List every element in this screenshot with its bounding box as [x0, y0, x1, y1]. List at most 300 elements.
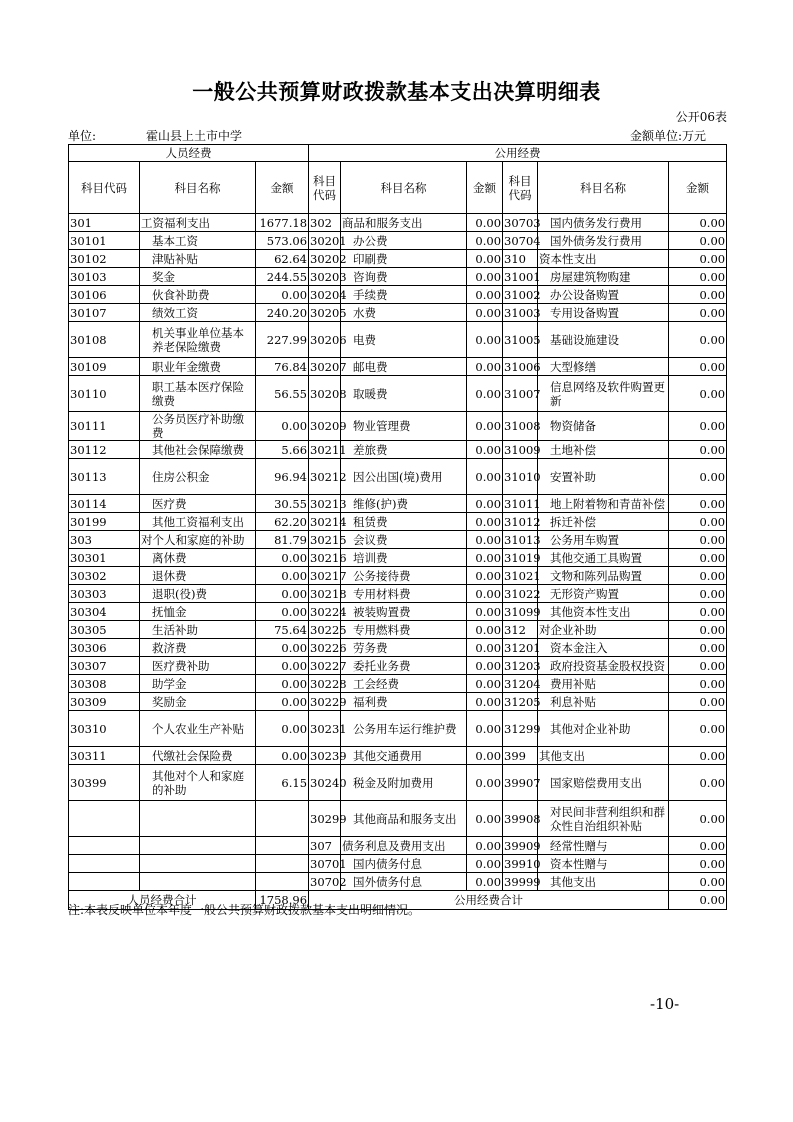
table-row — [69, 765, 727, 801]
code-cell: 31006 — [504, 359, 541, 374]
amount-cell: 62.20 — [256, 513, 309, 531]
code-cell: 30211 — [310, 442, 347, 457]
amount-cell: 0.00 — [467, 412, 503, 441]
table-row — [69, 322, 727, 358]
amount-cell: 0.00 — [669, 693, 727, 711]
amount-cell: 0.00 — [467, 711, 503, 747]
code-cell — [69, 873, 140, 891]
amount-cell — [256, 837, 309, 855]
name-cell: 大型修缮 — [538, 358, 669, 376]
name-cell: 办公费 — [341, 232, 467, 250]
amount-cell: 0.00 — [669, 232, 727, 250]
name-cell: 公务用车运行维护费 — [341, 711, 467, 747]
code-cell: 30108 — [69, 322, 140, 358]
amount-cell — [256, 801, 309, 837]
code-cell — [69, 855, 140, 873]
amount-cell: 0.00 — [467, 268, 503, 286]
code-cell: 39908 — [503, 801, 538, 837]
name-cell — [140, 873, 256, 891]
code-cell: 307 — [309, 837, 341, 855]
table-row — [69, 567, 727, 585]
code-cell: 30213 — [310, 496, 347, 511]
name-cell: 政府投资基金股权投资 — [538, 657, 669, 675]
code-cell: 30209 — [309, 412, 341, 441]
name-cell: 抚恤金 — [140, 603, 256, 621]
amount-cell: 76.84 — [256, 358, 309, 376]
name-cell: 其他工资福利支出 — [140, 513, 256, 531]
amount-cell: 0.00 — [467, 855, 503, 873]
amount-cell — [256, 855, 309, 873]
amount-cell: 0.00 — [467, 639, 503, 657]
amount-cell: 0.00 — [669, 322, 727, 358]
code-cell: 30208 — [309, 376, 341, 412]
table-row — [69, 621, 727, 639]
name-cell: 国家赔偿费用支出 — [538, 765, 669, 801]
personnel-header: 人员经费 — [69, 145, 309, 162]
amount-unit: 金额单位:万元 — [629, 129, 706, 143]
amount-cell: 0.00 — [256, 286, 309, 304]
code-cell: 31011 — [504, 496, 541, 511]
amount-cell: 0.00 — [669, 837, 727, 855]
table-row — [69, 495, 727, 513]
unit-label: 单位: — [68, 129, 97, 143]
code-cell: 30112 — [69, 441, 140, 459]
code-cell: 30224 — [310, 604, 347, 619]
table-row — [69, 585, 727, 603]
code-cell: 30206 — [309, 322, 341, 358]
table-row — [69, 250, 727, 268]
amount-cell: 0.00 — [669, 711, 727, 747]
name-cell: 国内债务发行费用 — [538, 214, 669, 232]
name-cell: 商品和服务支出 — [341, 214, 467, 232]
code-cell: 30110 — [69, 376, 140, 412]
name-cell: 住房公积金 — [140, 459, 256, 495]
name-cell: 对民间非营利组织和群众性自治组织补贴 — [538, 801, 669, 837]
amount-cell: 0.00 — [256, 585, 309, 603]
code-cell: 31203 — [504, 658, 541, 673]
code-cell: 303 — [69, 531, 140, 549]
amount-cell: 0.00 — [669, 250, 727, 268]
name-cell: 资本金注入 — [538, 639, 669, 657]
name-cell: 职工基本医疗保险缴费 — [140, 376, 256, 412]
col-code-header: 科目代码 — [503, 162, 538, 214]
name-cell: 房屋建筑物购建 — [538, 268, 669, 286]
name-cell: 物资储备 — [538, 412, 669, 441]
name-cell — [140, 855, 256, 873]
name-cell: 地上附着物和青苗补偿 — [538, 495, 669, 513]
name-cell: 安置补助 — [538, 459, 669, 495]
name-cell: 其他对个人和家庭的补助 — [140, 765, 256, 801]
name-cell: 债务利息及费用支出 — [341, 837, 467, 855]
unit-row — [68, 127, 726, 143]
name-cell: 救济费 — [140, 639, 256, 657]
amount-cell: 0.00 — [467, 765, 503, 801]
amount-cell: 0.00 — [669, 657, 727, 675]
personnel-total-label: 人员经费合计 — [69, 891, 256, 910]
public-total-label: 公用经费合计 — [309, 891, 669, 910]
table-row — [69, 513, 727, 531]
amount-cell: 0.00 — [669, 513, 727, 531]
code-cell: 31001 — [504, 269, 541, 284]
col-name-header: 科目名称 — [140, 162, 256, 214]
page-number: -10- — [650, 995, 680, 1013]
amount-cell: 0.00 — [467, 304, 503, 322]
amount-cell: 0.00 — [467, 747, 503, 765]
code-cell: 30704 — [504, 233, 541, 248]
name-cell: 会议费 — [341, 531, 467, 549]
name-cell: 其他支出 — [538, 873, 669, 891]
table-row — [69, 358, 727, 376]
code-cell: 31022 — [504, 586, 541, 601]
name-cell: 对个人和家庭的补助 — [140, 531, 256, 549]
amount-cell: 0.00 — [467, 801, 503, 837]
code-cell: 30101 — [69, 232, 140, 250]
amount-cell: 0.00 — [467, 441, 503, 459]
code-cell: 30111 — [69, 412, 140, 441]
name-cell: 其他交通工具购置 — [538, 549, 669, 567]
code-cell: 31008 — [503, 412, 538, 441]
code-cell: 30212 — [309, 459, 341, 495]
code-cell: 30205 — [310, 305, 347, 320]
amount-cell: 0.00 — [669, 304, 727, 322]
name-cell: 代缴社会保险费 — [140, 747, 256, 765]
name-cell: 手续费 — [341, 286, 467, 304]
code-cell: 30202 — [310, 251, 347, 266]
amount-cell: 0.00 — [256, 693, 309, 711]
code-cell: 31205 — [504, 694, 541, 709]
code-cell: 31010 — [503, 459, 538, 495]
amount-cell: 0.00 — [256, 412, 309, 441]
name-cell: 专用设备购置 — [538, 304, 669, 322]
name-cell: 差旅费 — [341, 441, 467, 459]
table-row — [69, 801, 727, 837]
code-cell: 312 — [503, 621, 538, 639]
amount-cell: 0.00 — [669, 765, 727, 801]
name-cell: 维修(护)费 — [341, 495, 467, 513]
amount-cell: 0.00 — [256, 747, 309, 765]
amount-cell: 0.00 — [669, 441, 727, 459]
name-cell: 奖金 — [140, 268, 256, 286]
name-cell: 取暖费 — [341, 376, 467, 412]
code-cell: 30113 — [69, 459, 140, 495]
table-row — [69, 675, 727, 693]
amount-cell: 573.06 — [256, 232, 309, 250]
amount-cell: 62.64 — [256, 250, 309, 268]
amount-cell: 0.00 — [669, 286, 727, 304]
col-amount-header: 金额 — [467, 162, 503, 214]
name-cell: 文物和陈列品购置 — [538, 567, 669, 585]
code-cell: 39907 — [503, 765, 538, 801]
name-cell: 其他支出 — [538, 747, 669, 765]
code-cell: 30302 — [69, 567, 140, 585]
amount-cell: 0.00 — [669, 603, 727, 621]
amount-cell: 0.00 — [669, 376, 727, 412]
code-cell: 39910 — [504, 856, 541, 871]
code-cell: 310 — [503, 250, 538, 268]
name-cell: 培训费 — [341, 549, 467, 567]
code-cell: 31007 — [503, 376, 538, 412]
amount-cell: 0.00 — [467, 549, 503, 567]
amount-cell: 0.00 — [467, 358, 503, 376]
amount-cell: 5.66 — [256, 441, 309, 459]
amount-cell: 0.00 — [669, 412, 727, 441]
amount-cell: 0.00 — [467, 232, 503, 250]
name-cell: 拆迁补偿 — [538, 513, 669, 531]
code-cell: 30215 — [310, 532, 347, 547]
code-cell: 30204 — [310, 287, 347, 302]
code-cell: 30299 — [309, 801, 341, 837]
table-row — [69, 441, 727, 459]
amount-cell: 75.64 — [256, 621, 309, 639]
amount-cell: 0.00 — [256, 711, 309, 747]
code-cell: 30226 — [310, 640, 347, 655]
name-cell: 专用燃料费 — [341, 621, 467, 639]
footnote: 注:本表反映单位本年度一般公共预算财政拨款基本支出明细情况。 — [68, 903, 421, 917]
amount-cell: 0.00 — [467, 286, 503, 304]
code-cell: 39909 — [504, 838, 541, 853]
code-cell: 30240 — [309, 765, 341, 801]
amount-cell — [256, 873, 309, 891]
name-cell: 国外债务发行费用 — [538, 232, 669, 250]
code-cell: 30239 — [310, 748, 347, 763]
amount-cell: 0.00 — [256, 549, 309, 567]
table-row — [69, 214, 727, 232]
name-cell: 其他社会保障缴费 — [140, 441, 256, 459]
table-row — [69, 232, 727, 250]
amount-cell: 56.55 — [256, 376, 309, 412]
name-cell: 津贴补贴 — [140, 250, 256, 268]
code-cell: 30303 — [69, 585, 140, 603]
name-cell: 劳务费 — [341, 639, 467, 657]
col-name-header: 科目名称 — [341, 162, 467, 214]
code-cell: 31021 — [504, 568, 541, 583]
code-cell: 31003 — [504, 305, 541, 320]
name-cell: 印刷费 — [341, 250, 467, 268]
table-row — [69, 747, 727, 765]
amount-cell: 0.00 — [467, 250, 503, 268]
code-cell — [69, 801, 140, 837]
personnel-total-value: 1758.96 — [256, 891, 309, 910]
amount-cell: 0.00 — [467, 567, 503, 585]
code-cell: 30231 — [309, 711, 341, 747]
code-cell: 30107 — [69, 304, 140, 322]
code-cell: 30229 — [310, 694, 347, 709]
amount-cell: 0.00 — [669, 567, 727, 585]
code-cell: 30310 — [69, 711, 140, 747]
form-number: 公开06表 — [675, 110, 727, 124]
name-cell: 公务接待费 — [341, 567, 467, 585]
amount-cell: 0.00 — [669, 495, 727, 513]
code-cell: 31204 — [504, 676, 541, 691]
code-cell: 30102 — [69, 250, 140, 268]
name-cell: 绩效工资 — [140, 304, 256, 322]
amount-cell: 0.00 — [467, 495, 503, 513]
code-cell: 30703 — [504, 215, 541, 230]
name-cell: 基本工资 — [140, 232, 256, 250]
code-cell: 30203 — [310, 269, 347, 284]
table-row — [69, 549, 727, 567]
name-cell: 对企业补助 — [538, 621, 669, 639]
name-cell: 医疗费 — [140, 495, 256, 513]
code-cell: 30301 — [69, 549, 140, 567]
code-cell: 301 — [69, 214, 140, 232]
name-cell: 工会经费 — [341, 675, 467, 693]
code-cell: 30114 — [69, 495, 140, 513]
col-name-header: 科目名称 — [538, 162, 669, 214]
code-cell: 31012 — [504, 514, 541, 529]
amount-cell: 0.00 — [467, 459, 503, 495]
name-cell: 其他交通费用 — [341, 747, 467, 765]
amount-cell: 0.00 — [669, 531, 727, 549]
name-cell: 离休费 — [140, 549, 256, 567]
amount-cell: 0.00 — [669, 801, 727, 837]
amount-cell: 81.79 — [256, 531, 309, 549]
code-cell: 30218 — [310, 586, 347, 601]
amount-cell: 0.00 — [669, 621, 727, 639]
amount-cell: 0.00 — [467, 837, 503, 855]
name-cell: 生活补助 — [140, 621, 256, 639]
amount-cell: 0.00 — [669, 358, 727, 376]
name-cell — [140, 801, 256, 837]
public-header: 公用经费 — [309, 145, 727, 162]
name-cell: 福利费 — [341, 693, 467, 711]
table-row — [69, 304, 727, 322]
col-amount-header: 金额 — [256, 162, 309, 214]
code-cell: 31299 — [503, 711, 538, 747]
amount-cell: 96.94 — [256, 459, 309, 495]
column-header-row — [69, 162, 727, 214]
expenditure-table — [68, 144, 727, 910]
name-cell: 职业年金缴费 — [140, 358, 256, 376]
name-cell: 租赁费 — [341, 513, 467, 531]
amount-cell: 0.00 — [669, 675, 727, 693]
name-cell: 国外债务付息 — [341, 873, 467, 891]
code-cell: 30308 — [69, 675, 140, 693]
name-cell: 工资福利支出 — [140, 214, 256, 232]
name-cell: 公务员医疗补助缴费 — [140, 412, 256, 441]
code-cell: 30311 — [69, 747, 140, 765]
name-cell: 委托业务费 — [341, 657, 467, 675]
name-cell: 其他资本性支出 — [538, 603, 669, 621]
name-cell: 公务用车购置 — [538, 531, 669, 549]
amount-cell: 244.55 — [256, 268, 309, 286]
code-cell: 31099 — [504, 604, 541, 619]
table-row — [69, 603, 727, 621]
amount-cell: 227.99 — [256, 322, 309, 358]
amount-cell: 0.00 — [467, 585, 503, 603]
amount-cell: 0.00 — [467, 513, 503, 531]
page-title: 一般公共预算财政拨款基本支出决算明细表 — [192, 80, 601, 104]
code-cell: 31019 — [504, 550, 541, 565]
table-row — [69, 711, 727, 747]
code-cell: 31005 — [503, 322, 538, 358]
table-row — [69, 657, 727, 675]
amount-cell: 0.00 — [467, 376, 503, 412]
name-cell: 因公出国(境)费用 — [341, 459, 467, 495]
amount-cell: 0.00 — [467, 873, 503, 891]
table-row — [69, 459, 727, 495]
table-row — [69, 693, 727, 711]
code-cell: 39999 — [504, 874, 541, 889]
code-cell: 30306 — [69, 639, 140, 657]
code-cell: 302 — [309, 214, 341, 232]
table-row — [69, 412, 727, 441]
code-cell: 30216 — [310, 550, 347, 565]
name-cell: 伙食补助费 — [140, 286, 256, 304]
code-cell — [69, 837, 140, 855]
name-cell — [140, 837, 256, 855]
code-cell: 30305 — [69, 621, 140, 639]
amount-cell: 0.00 — [467, 621, 503, 639]
amount-cell: 0.00 — [669, 459, 727, 495]
table-row — [69, 639, 727, 657]
col-code-header: 科目代码 — [69, 162, 140, 214]
code-cell: 30109 — [69, 358, 140, 376]
amount-cell: 0.00 — [669, 549, 727, 567]
unit-name: 霍山县上土市中学 — [146, 129, 243, 143]
name-cell: 经常性赠与 — [538, 837, 669, 855]
name-cell: 资本性支出 — [538, 250, 669, 268]
table-row — [69, 531, 727, 549]
amount-cell: 0.00 — [256, 639, 309, 657]
amount-cell: 0.00 — [467, 675, 503, 693]
amount-cell: 0.00 — [669, 855, 727, 873]
code-cell: 31201 — [504, 640, 541, 655]
col-code-header: 科目代码 — [309, 162, 341, 214]
name-cell: 其他对企业补助 — [538, 711, 669, 747]
amount-cell: 240.20 — [256, 304, 309, 322]
code-cell: 30225 — [310, 622, 347, 637]
amount-cell: 0.00 — [669, 214, 727, 232]
amount-cell: 0.00 — [669, 585, 727, 603]
col-amount-header: 金额 — [669, 162, 727, 214]
name-cell: 其他商品和服务支出 — [341, 801, 467, 837]
amount-cell: 6.15 — [256, 765, 309, 801]
code-cell: 30217 — [310, 568, 347, 583]
code-cell: 30399 — [69, 765, 140, 801]
name-cell: 基础设施建设 — [538, 322, 669, 358]
name-cell: 个人农业生产补贴 — [140, 711, 256, 747]
code-cell: 30304 — [69, 603, 140, 621]
table-row — [69, 837, 727, 855]
amount-cell: 0.00 — [467, 322, 503, 358]
name-cell: 水费 — [341, 304, 467, 322]
name-cell: 退职(役)费 — [140, 585, 256, 603]
name-cell: 邮电费 — [341, 358, 467, 376]
code-cell: 30201 — [310, 233, 347, 248]
amount-cell: 0.00 — [256, 603, 309, 621]
code-cell: 30199 — [69, 513, 140, 531]
code-cell: 30701 — [310, 856, 347, 871]
amount-cell: 0.00 — [467, 657, 503, 675]
name-cell: 费用补贴 — [538, 675, 669, 693]
amount-cell: 0.00 — [467, 603, 503, 621]
name-cell: 奖励金 — [140, 693, 256, 711]
amount-cell: 0.00 — [467, 693, 503, 711]
name-cell: 专用材料费 — [341, 585, 467, 603]
name-cell: 信息网络及软件购置更新 — [538, 376, 669, 412]
table-row — [69, 286, 727, 304]
amount-cell: 0.00 — [467, 531, 503, 549]
code-cell: 30214 — [310, 514, 347, 529]
name-cell: 机关事业单位基本养老保险缴费 — [140, 322, 256, 358]
amount-cell: 0.00 — [669, 268, 727, 286]
name-cell: 土地补偿 — [538, 441, 669, 459]
code-cell: 30227 — [310, 658, 347, 673]
table-row — [69, 873, 727, 891]
name-cell: 退休费 — [140, 567, 256, 585]
amount-cell: 0.00 — [256, 675, 309, 693]
